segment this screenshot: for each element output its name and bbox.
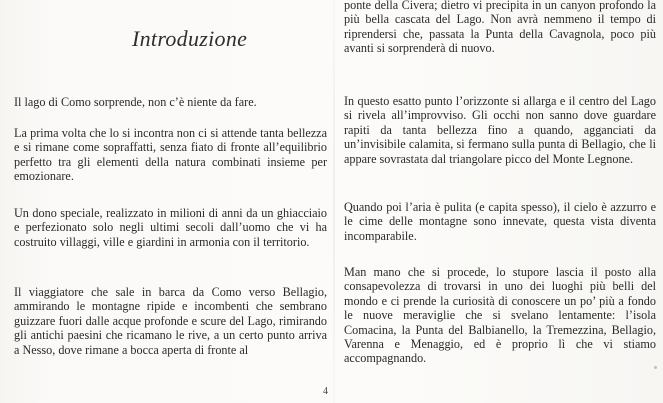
paragraph-special-gift: Un dono speciale, realizzato in milioni di anni da un ghiacciaio e perfezionato solo negli ultimi secoli dall’uomo che vi ha costruito villaggi, ville e giardini in armonia con il territorio. <box>14 206 327 249</box>
page-number: 4 <box>323 386 328 397</box>
paragraph-horizon: In questo esatto punto l’orizzonte si allarga e il centro del Lago si rivela all’improvviso. Gli occhi non sanno dove guardare rapiti da tanta bellezza fino a quando, agganciati da un’invisibile calamita, si fermano sulla punta di Bellagio, che li appare sovrastata dal triangolare picco del Monte Legnone. <box>344 94 656 166</box>
paragraph-traveler: Il viaggiatore che sale in barca da Como verso Bellagio, ammirando le montagne ripide e incombenti che sembrano guizzare fuori dalle acque profonde e scure del Lago, rimirando gli antichi paesini che ricamano le rive, a un certo punto arriva a Nesso, dove rimane a bocca aperta di fronte al <box>14 285 327 357</box>
paragraph-civera-bridge: ponte della Civera; dietro vi precipita in un canyon profondo la più bella cascata del Lago. Non avrà nemmeno il tempo di riprendersi che, passata la Punta della Cavagnola, poco più avanti si sorprenderà di nuovo. <box>344 0 656 56</box>
page-title: Introduzione <box>132 26 248 51</box>
paragraph-clear-air: Quando poi l’aria è pulita (e capita spesso), il cielo è azzurro e le cime delle montagne sono innevate, questa vista diventa incomparabile. <box>344 200 656 243</box>
paper-speck <box>654 366 657 369</box>
paragraph-first-encounter: La prima volta che lo si incontra non ci si attende tanta bellezza e si rimane come sopraffatti, senza fiato di fronte all’equilibrio perfetto tra gli elementi della natura combinati insieme per emozionare. <box>14 126 327 184</box>
page-gutter <box>333 0 335 403</box>
paragraph-wonders: Man mano che si procede, lo stupore lascia il posto alla consapevolezza di trovarsi in uno dei luoghi più belli del mondo e ci prende la curiosità di conoscere un po’ più a fondo le nuove meraviglie che si svelano lentamente: l’isola Comacina, la Punta del Balbianello, la Tremezzina, Bellagio, Varenna e Menaggio, ed è proprio lì che vi stiamo accompagnando. <box>344 265 656 366</box>
paragraph-lake-intro: Il lago di Como sorprende, non c’è niente da fare. <box>14 95 257 109</box>
